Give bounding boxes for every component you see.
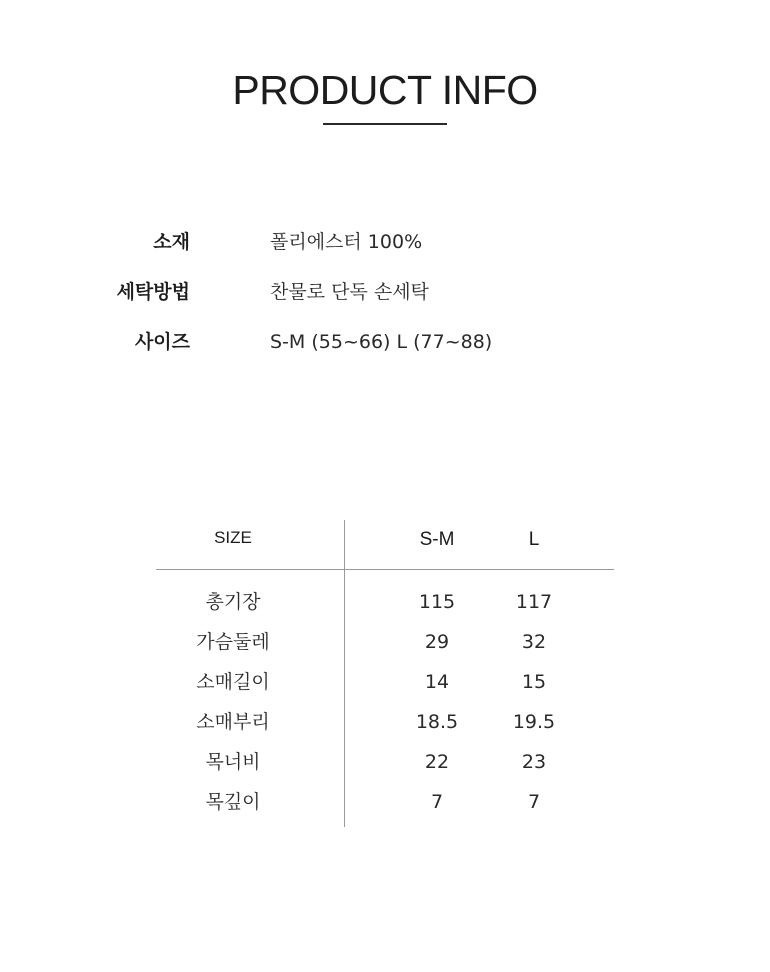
- info-row-washing: [0, 277, 770, 307]
- info-label: 사이즈: [134, 331, 190, 353]
- cell-l: 15: [521, 671, 547, 693]
- info-label: 소재: [153, 231, 190, 253]
- row-label: 소매길이: [196, 671, 270, 693]
- info-value: 찬물로 단독 손세탁: [270, 281, 429, 303]
- row-label: 총기장: [205, 591, 261, 613]
- cell-l: 23: [521, 751, 547, 773]
- cell-l: 32: [521, 631, 547, 653]
- cell-sm: 7: [430, 791, 444, 813]
- info-row-size: [0, 327, 770, 357]
- cell-sm: 115: [418, 591, 456, 613]
- info-value: 폴리에스터 100%: [270, 231, 423, 253]
- table-header-size: SIZE: [214, 528, 252, 547]
- cell-sm: 29: [424, 631, 450, 653]
- table-header-l: L: [528, 529, 540, 550]
- cell-sm: 14: [424, 671, 450, 693]
- table-header-sm: S-M: [419, 529, 455, 550]
- row-label: 소매부리: [196, 711, 270, 733]
- table-column-divider: [344, 520, 345, 827]
- table-header-divider: [156, 569, 614, 570]
- cell-sm: 22: [424, 751, 450, 773]
- cell-l: 117: [515, 591, 553, 613]
- info-row-material: [0, 227, 770, 257]
- cell-l: 7: [527, 791, 541, 813]
- title-underline: [323, 123, 447, 125]
- info-value: S-M (55~66) L (77~88): [270, 331, 493, 353]
- page-title: PRODUCT INFO: [232, 67, 538, 113]
- row-label: 가슴둘레: [196, 631, 270, 653]
- info-label: 세탁방법: [116, 281, 190, 303]
- cell-l: 19.5: [512, 711, 556, 733]
- row-label: 목깊이: [205, 791, 261, 813]
- row-label: 목너비: [205, 751, 261, 773]
- cell-sm: 18.5: [415, 711, 459, 733]
